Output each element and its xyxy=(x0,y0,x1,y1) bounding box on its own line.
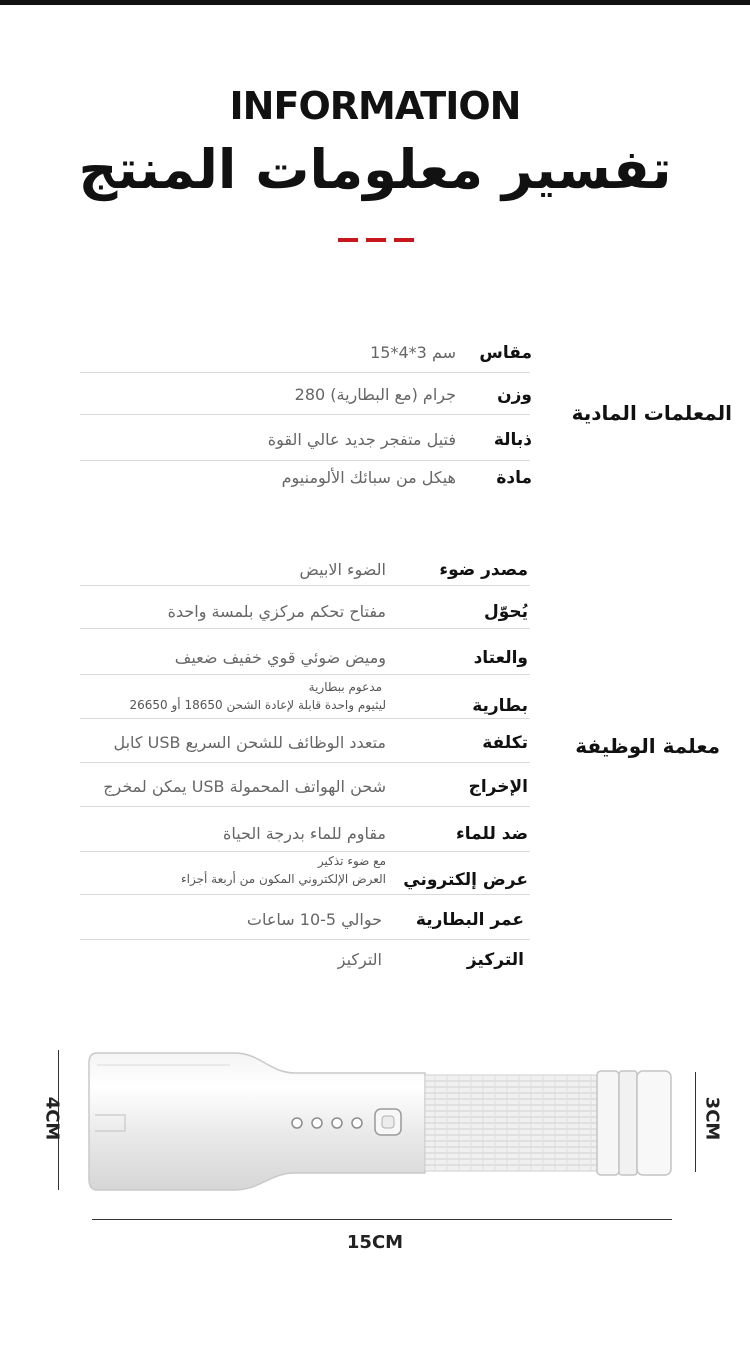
spec-key: بطارية xyxy=(472,696,528,716)
spec-value-line: مع ضوء تذكير xyxy=(317,854,386,868)
spec-value-line: العرض الإلكتروني المكون من أربعة أجزاء xyxy=(181,872,386,886)
row-divider xyxy=(80,628,530,629)
spec-row-weight xyxy=(80,385,532,409)
row-divider xyxy=(80,718,530,719)
spec-row-waterproof xyxy=(80,824,528,848)
spec-value: فتيل متفجر جديد عالي القوة xyxy=(267,430,456,449)
spec-key: ذبالة xyxy=(493,430,532,450)
spec-key: مادة xyxy=(496,468,532,488)
spec-key: التركيز xyxy=(466,950,524,970)
row-divider xyxy=(80,460,530,461)
section-label-physical: المعلمات المادية xyxy=(571,401,732,425)
spec-value-line: ليثيوم واحدة قابلة لإعادة الشحن 18650 أو 26650 xyxy=(129,698,386,712)
spec-value: جرام (مع البطارية) 280 xyxy=(294,385,456,404)
spec-row-switch xyxy=(80,602,528,626)
spec-row-focus xyxy=(80,950,524,974)
spec-key: عمر البطارية xyxy=(415,910,524,930)
spec-row-wick xyxy=(80,430,532,454)
spec-value: هيكل من سبائك الألومنيوم xyxy=(281,468,456,487)
title-english: INFORMATION xyxy=(229,84,521,128)
row-divider xyxy=(80,939,530,940)
dash xyxy=(338,238,358,242)
row-divider xyxy=(80,372,530,373)
row-divider xyxy=(80,894,530,895)
spec-row-light-source xyxy=(80,560,528,584)
spec-row-size xyxy=(80,343,532,367)
spec-value xyxy=(181,852,386,888)
spec-value xyxy=(130,678,387,714)
spec-key: وزن xyxy=(497,385,532,405)
row-divider xyxy=(80,585,530,586)
height-label-left: 4CM xyxy=(41,1096,63,1141)
dash xyxy=(394,238,414,242)
spec-value-line: مدعوم ببطارية xyxy=(308,680,382,694)
spec-key: ضد للماء xyxy=(456,824,528,844)
spec-key: والعتاد xyxy=(473,648,528,668)
spec-row-material xyxy=(80,468,532,492)
spec-row-battery xyxy=(20,678,528,718)
spec-row-display xyxy=(80,852,528,894)
spec-value: مفتاح تحكم مركزي بلمسة واحدة xyxy=(167,602,386,621)
spec-key: يُحوّل xyxy=(483,602,528,622)
length-line xyxy=(92,1219,672,1220)
spec-value: مقاوم للماء بدرجة الحياة xyxy=(222,824,386,843)
spec-value: متعدد الوظائف للشحن السريع USB كابل xyxy=(113,733,386,752)
spec-value: سم 3*4*15 xyxy=(370,343,456,362)
length-label: 15CM xyxy=(346,1232,404,1253)
spec-key: عرض إلكتروني xyxy=(403,870,528,890)
spec-value: التركيز xyxy=(337,950,382,969)
height-label-right: 3CM xyxy=(701,1096,723,1141)
spec-key: مصدر ضوء xyxy=(439,560,528,580)
row-divider xyxy=(80,806,530,807)
row-divider xyxy=(80,674,530,675)
section-label-functional: معلمة الوظيفة xyxy=(575,734,720,758)
spec-key: تكلفة xyxy=(482,733,528,753)
flashlight-illustration xyxy=(85,1045,685,1200)
red-dash-divider xyxy=(338,238,414,242)
top-border xyxy=(0,0,750,5)
row-divider xyxy=(80,414,530,415)
spec-value: شحن الهواتف المحمولة USB يمكن لمخرج xyxy=(103,777,386,796)
spec-value: وميض ضوئي قوي خفيف ضعيف xyxy=(174,648,386,667)
title-arabic: تفسير معلومات المنتج xyxy=(78,138,672,201)
spec-row-modes xyxy=(80,648,528,672)
row-divider xyxy=(80,762,530,763)
spec-value: الضوء الابيض xyxy=(299,560,386,579)
spec-row-battery-life xyxy=(80,910,524,934)
spec-key: الإخراج xyxy=(468,777,528,797)
height-line-right xyxy=(695,1072,696,1172)
dash xyxy=(366,238,386,242)
spec-row-output xyxy=(20,777,528,801)
spec-key: مقاس xyxy=(479,343,532,363)
spec-row-charging xyxy=(10,733,528,757)
spec-value: حوالي 5-10 ساعات xyxy=(246,910,382,929)
